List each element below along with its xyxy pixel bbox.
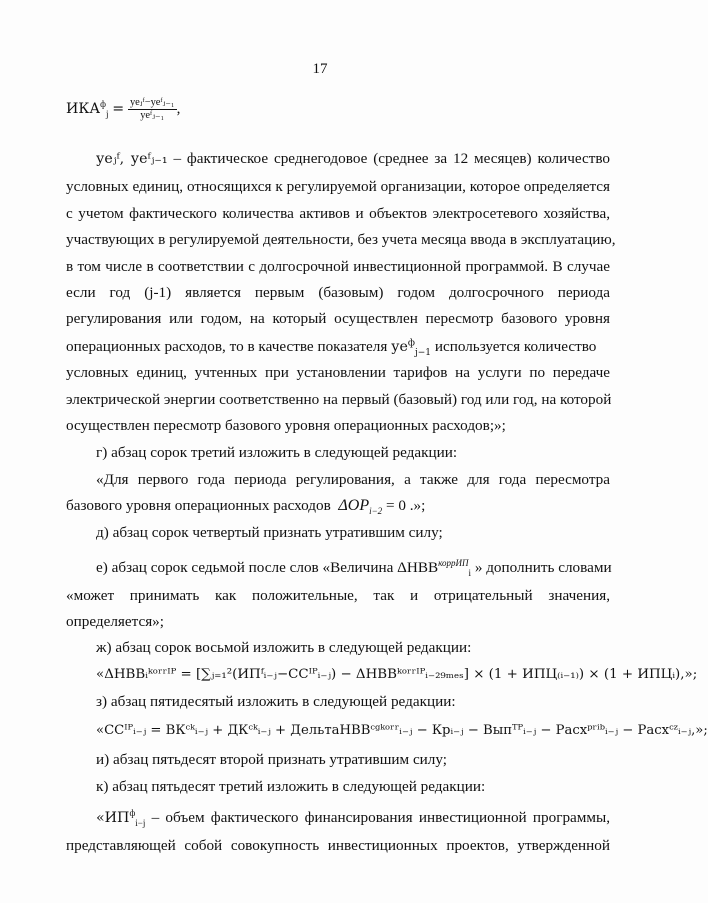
item-e-line-3: определяется»; — [66, 613, 164, 630]
item-e-line-2: «может принимать как положительные, так и отрицательный значения, — [66, 587, 610, 604]
item-z-formula: «ССᴵᴾᵢ₋ⱼ = ВКᶜᵏᵢ₋ⱼ + ДКᶜᵏᵢ₋ⱼ + ДельтаНВВᶜᵍᵏᵒʳʳᵢ₋ⱼ − Крᵢ₋ⱼ − Выпᵀᴾᵢ₋ⱼ − Расхᵖʳⁱᵇᵢ₋ⱼ − Расхᶜᶻᵢ₋ⱼ,»; — [96, 723, 708, 738]
definition-line-11: осуществлен пересмотр базового уровня операционных расходов;»; — [66, 417, 506, 434]
item-zh-line-1: ж) абзац сорок восьмой изложить в следующей редакции: — [96, 639, 472, 656]
item-d: д) абзац сорок четвертый признать утратившим силу; — [96, 524, 443, 541]
page-number: 17 — [312, 61, 328, 77]
item-z-line-1: з) абзац пятидесятый изложить в следующей редакции: — [96, 693, 456, 710]
item-zh-formula: «ΔНВВᵢᵏᵒʳʳᴵᴾ = [∑ⱼ₌₁²(ИПᶠᵢ₋ⱼ−ССᴵᴾᵢ₋ⱼ) − ΔНВВᵏᵒʳʳᴵᴾᵢ₋₂₉ₘₑₛ] × (1 + ИПЦ₍ᵢ₋₁₎) × (1 + ИПЦᵢ),»; — [96, 667, 698, 682]
definition-line-4: участвующих в регулируемой деятельности, без учета месяца ввода в эксплуатацию, — [66, 231, 616, 248]
formula-ika-fraction: $\frac{\text{уеⱼᶠ−уеᶠⱼ₋₁}}{\text{уеᶠⱼ₋₁}}$ — [129, 97, 175, 121]
term-ue-prev: $уе^ф_{j-1}$ — [391, 338, 432, 358]
definition-line-6: если год (j-1) является первым (базовым) годом долгосрочного периода — [66, 284, 610, 301]
definition-line-9: условных единиц, учтенных при установлении тарифов на услуги по передаче — [66, 364, 610, 381]
definition-line-1: уеⱼᶠ, уеᶠⱼ₋₁ – фактическое среднегодовое (среднее за 12 месяцев) количество — [96, 150, 610, 167]
definition-line-7: регулирования или годом, на который осуществлен пересмотр базового уровня — [66, 310, 610, 327]
formula-ika-lhs: ИКА — [66, 100, 101, 117]
item-k-line-1: к) абзац пятьдесят третий изложить в следующей редакции: — [96, 778, 486, 795]
item-e-line-1: е) абзац сорок седьмой после слов «Величина $\Delta НВВ^{коррИП}_i$ » дополнить словами — [96, 557, 612, 579]
item-k-line-2: «$ИП^ф_{i-j}$ – объем фактического финансирования инвестиционной программы, — [96, 807, 610, 829]
definition-line-3: с учетом фактического количества активов и объектов электросетевого хозяйства, — [66, 205, 610, 222]
formula-ika: $ИКА^ф_j$ = $\frac{\text{уеⱼᶠ−уеᶠⱼ₋₁}}{\text{уеᶠⱼ₋₁}}$ , — [66, 97, 181, 121]
item-i: и) абзац пятьдесят второй признать утратившим силу; — [96, 751, 448, 768]
item-k-line-3: представляющей собой совокупность инвестиционных проектов, утвержденной — [66, 837, 610, 854]
definition-line-2: условных единиц, относящихся к регулируемой организации, которое определяется — [66, 178, 610, 195]
item-g-line-3: базового уровня операционных расходов $\Delta OP_{i-2} = 0$ .»; — [66, 497, 426, 517]
definition-line-8: операционных расходов, то в качестве показателя $уе^ф_{j-1}$ используется количество — [66, 338, 597, 358]
definition-line-5: в том числе в соответствии с долгосрочной инвестиционной программой. В случае — [66, 258, 610, 275]
item-g-line-1: г) абзац сорок третий изложить в следующей редакции: — [96, 444, 458, 461]
term-dnvv: $\Delta НВВ^{коррИП}_i$ — [397, 557, 472, 579]
definition-line-10: электрической энергии соответственно на первый (базовый) год или год, на которой — [66, 391, 612, 408]
item-g-line-2: «Для первого года периода регулирования, а также для года пересмотра — [96, 471, 610, 488]
